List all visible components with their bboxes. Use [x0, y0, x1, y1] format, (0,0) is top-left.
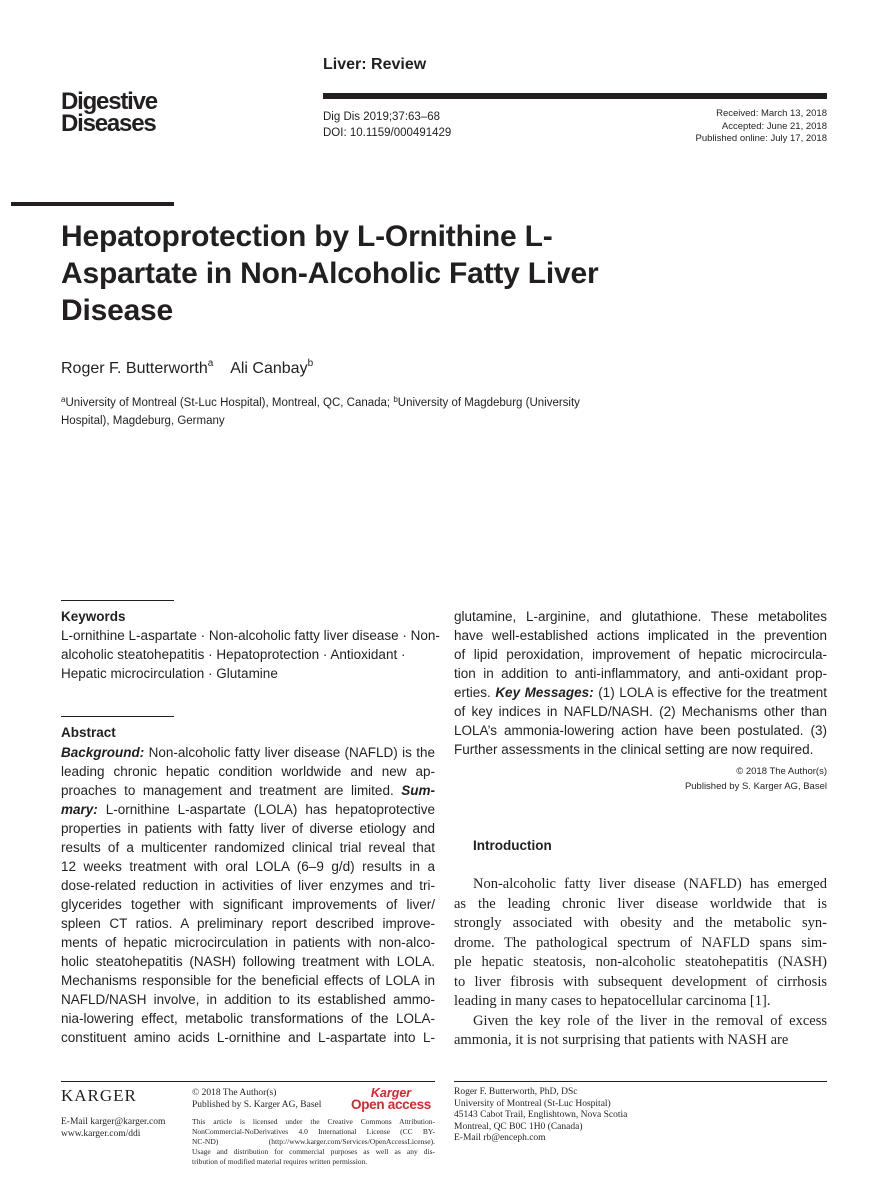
date-received: Received: March 13, 2018 [716, 108, 827, 119]
license-notice [192, 1117, 435, 1167]
author-list [61, 358, 313, 378]
correspondence-address [454, 1087, 627, 1145]
journal-url-link[interactable]: www.karger.com/ddi [61, 1128, 141, 1139]
date-published: Published online: July 17, 2018 [695, 133, 827, 144]
text-line: ammonia, it is not surprising that patients with NASH are [454, 1032, 789, 1048]
run-in-heading: Key Messages: [495, 685, 594, 700]
publisher-logo: KARGER [61, 1086, 137, 1105]
license-line: tribution of modified material requires written permission. [192, 1157, 368, 1166]
text-line: as the leading chronic liver disease worldwide that is [454, 895, 827, 912]
affil-mark: b [393, 395, 398, 404]
text-line: 12 weeks treatment with oral LOLA (6–9 g/d) results in a [61, 859, 435, 874]
text-line: erties. Key Messages: (1) LOLA is effective for the treatment [454, 685, 828, 700]
correspondence-line: Roger F. Butterworth, PhD, DSc [454, 1087, 578, 1097]
text-line: LOLA’s ammonia-lowering action have been postulated. (3) [454, 723, 827, 738]
license-line: This article is licensed under the Creative Commons Attribution- [192, 1117, 435, 1126]
text-line: Given the key role of the liver in the removal of excess [473, 1012, 827, 1029]
doi-link[interactable]: DOI: 10.1159/000491429 [323, 127, 452, 139]
introduction-text [454, 875, 827, 1051]
text-line: dose-related reduction in activities of liver enzymes and tri- [61, 878, 435, 893]
text-line: mary: L-ornithine L-aspartate (LOLA) has hepatoprotective [61, 802, 435, 817]
text-line: Non-alcoholic fatty liver disease (NAFLD) has emerged [473, 876, 827, 892]
correspondence-line: Montreal, QC B0C 1H0 (Canada) [454, 1121, 583, 1132]
license-line: NC-ND) (http://www.karger.com/Services/OpenAccessLicense). [192, 1137, 435, 1146]
keywords-heading: Keywords [61, 609, 126, 624]
citation-line: Dig Dis 2019;37:63–68 [323, 111, 440, 123]
correspondence-line: University of Montreal (St-Luc Hospital) [454, 1098, 611, 1109]
correspondence-email[interactable]: E-Mail rb@enceph.com [454, 1133, 546, 1143]
run-in-heading: mary: [61, 802, 98, 817]
text-line: Further assessments in the clinical setting are now required. [454, 742, 814, 757]
text-line: Mechanisms responsible for the beneficial effects of LOLA in [61, 973, 435, 988]
text-line: tion in addition to anti-inflammatory, and anti-oxidant prop- [454, 666, 827, 681]
correspondence-line: 45143 Cabot Trail, Englishtown, Nova Scotia [454, 1110, 628, 1120]
affiliation-b: University of Magdeburg (University Hospital), Magdeburg, Germany [61, 397, 580, 427]
publisher-contact [61, 1117, 165, 1140]
text-line: leading chronic hepatic condition worldwide and new ap- [61, 764, 435, 779]
copyright-line: Published by S. Karger AG, Basel [192, 1100, 322, 1110]
author-name: Roger F. Butterworth [61, 360, 208, 377]
copyright-line: © 2018 The Author(s) [736, 766, 827, 777]
journal-logo [61, 88, 157, 137]
text-line: of key indices in NAFLD/NASH. (2) Mechanisms other than [454, 704, 827, 719]
oa-logo-line: Open access [351, 1097, 432, 1112]
text-line: nia-lowering effect, metabolic transformations of the LOLA- [61, 1011, 435, 1026]
oa-logo-line: Karger [370, 1086, 412, 1100]
abstract-heading: Abstract [61, 725, 116, 740]
text-line: ple hepatic steatosis, non-alcoholic steatohepatitis (NASH) [454, 954, 827, 970]
text-line: proaches to management and treatment are limited. Sum- [61, 783, 435, 798]
text-line: to liver fibrosis with subsequent development of cirrhosis [454, 973, 827, 990]
affiliations [61, 391, 581, 430]
abstract-left-column [61, 743, 435, 1047]
text-line: holic steatohepatitis (NASH) following treatment with LOLA. [61, 954, 435, 969]
text-line: leading in many cases to hepatocellular carcinoma [1]. [454, 993, 771, 1009]
text-line: spleen CT ratios. A preliminary report described improve- [61, 916, 435, 931]
publisher-email-link[interactable]: E-Mail karger@karger.com [61, 1117, 166, 1127]
title-rule [11, 202, 174, 206]
author-name: Ali Canbay [230, 360, 308, 377]
license-line: NonCommercial-NoDerivatives 4.0 International License (CC BY- [192, 1127, 435, 1136]
article-dates [640, 108, 827, 146]
text-line: have well-established actions implicated in the prevention [454, 628, 827, 643]
text-line: of lipid peroxidation, improvement of hepatic microcircula- [454, 647, 827, 662]
journal-logo-line: Diseases [61, 110, 156, 137]
text-line: NAFLD/NASH involve, in addition to its established ammo- [61, 992, 435, 1007]
author-affil-mark: b [307, 358, 314, 369]
run-in-heading: Sum- [401, 783, 435, 798]
abstract-rule [61, 716, 174, 717]
text-line: constituent amino acids L-ornithine and L-aspartate into L- [61, 1030, 435, 1045]
journal-logo-line: Digestive [61, 88, 157, 115]
introduction-heading: Introduction [473, 838, 552, 853]
run-in-heading: Background: [61, 745, 145, 760]
article-title: Hepatoprotection by L-Ornithine L-Aspartate in Non-Alcoholic Fatty Liver Disease [61, 220, 599, 327]
license-line: Usage and distribution for commercial purposes as well as any dis- [192, 1147, 435, 1156]
author-affil-mark: a [207, 358, 214, 369]
text-line: glycerides together with significant improvements of liver/ [61, 897, 435, 912]
text-line: glutamine, L-arginine, and glutathione. These metabolites [454, 609, 827, 624]
text-line: drome. The pathological spectrum of NAFLD spans sim- [454, 934, 827, 951]
footer-rule [454, 1081, 827, 1082]
citation [323, 109, 451, 141]
text-line: Background: Non-alcoholic fatty liver disease (NAFLD) is the [61, 745, 435, 760]
keywords-text: L-ornithine L-aspartate · Non-alcoholic fatty liver disease · Non-alcoholic steatohepatitis · Hepatoprotection · Antioxidant · Hepatic microcirculation · Glutamine [61, 628, 440, 681]
affiliation-a: University of Montreal (St-Luc Hospital), Montreal, QC, Canada; [65, 397, 394, 409]
text-line: results of a multicenter randomized clinical trial reveal that [61, 840, 435, 855]
header-rule [323, 93, 827, 99]
abstract-copyright [600, 764, 827, 794]
abstract-right-column [454, 607, 827, 759]
affil-mark: a [61, 395, 66, 404]
section-label: Liver: Review [323, 56, 427, 73]
text-line: properties in patients with fatty liver of diverse etiology and [61, 821, 435, 836]
open-access-logo [351, 1087, 431, 1111]
text-line: strongly associated with obesity and the metabolic syn- [454, 915, 827, 931]
keywords-rule [61, 600, 174, 601]
footer-copyright [192, 1087, 321, 1111]
footer-rule [61, 1081, 435, 1082]
text-line: ments of hepatic microcirculation in patients with non-alco- [61, 935, 435, 950]
copyright-line: © 2018 The Author(s) [192, 1088, 277, 1098]
copyright-line: Published by S. Karger AG, Basel [684, 781, 827, 792]
date-accepted: Accepted: June 21, 2018 [721, 120, 827, 132]
